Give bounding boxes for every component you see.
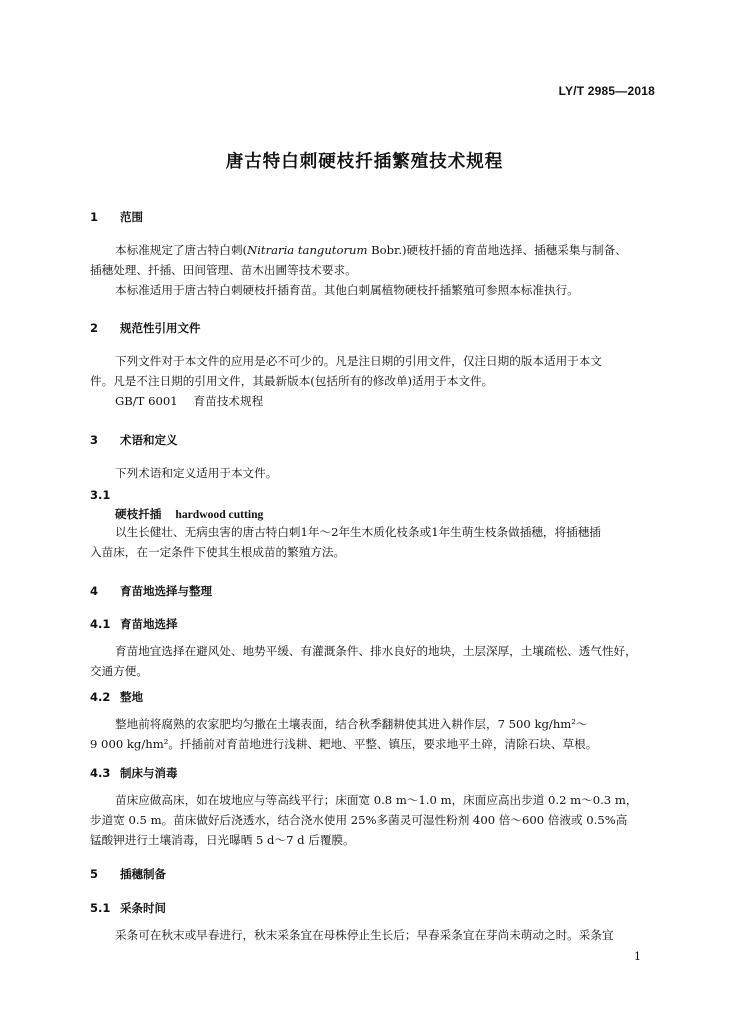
- paragraph-line: 育苗地宜选择在避风处、地势平缓、有灌溉条件、排水良好的地块，土层深厚，土壤疏松、透气性好，: [115, 644, 637, 658]
- paragraph-line: 整地前将腐熟的农家肥均匀撒在土壤表面，结合秋季翻耕使其进入耕作层，7 500 kg/hm²～: [115, 717, 588, 731]
- subsection-4-3-heading: [90, 765, 178, 781]
- section-title: 规范性引用文件: [120, 321, 201, 335]
- section-4-heading: [90, 583, 212, 599]
- normative-reference: [90, 391, 656, 411]
- subsection-title: 制床与消毒: [120, 766, 178, 780]
- paragraph-line: 入苗床，在一定条件下使其生根成苗的繁殖方法。: [90, 545, 346, 559]
- subsection-title: 采条时间: [120, 901, 166, 915]
- subsection-5-1-heading: [90, 900, 166, 916]
- section-number: 4: [90, 584, 99, 598]
- paragraph-line: [90, 240, 656, 260]
- section-3-body: [90, 463, 656, 483]
- subsection-title: 育苗地选择: [120, 617, 178, 631]
- paragraph-line: 9 000 kg/hm²。扦插前对育苗地进行浅耕、耙地、平整、镇压，要求地平土碎，清除石块、草根。: [90, 737, 598, 751]
- subsection-4-3-body: [90, 790, 656, 850]
- subsection-title: 整地: [120, 690, 143, 704]
- paragraph-line: 本标准适用于唐古特白刺硬枝扦插育苗。其他白刺属植物硬枝扦插繁殖可参照本标准执行。: [115, 283, 579, 297]
- document-title: 唐古特白刺硬枝扦插繁殖技术规程: [225, 152, 504, 172]
- latin-name: Nitraria tangutorum: [247, 243, 368, 257]
- subsection-number: 4.3: [90, 766, 111, 780]
- subsection-4-1-body: [90, 641, 656, 681]
- subsection-5-1-body: [90, 925, 656, 945]
- section-number: 3: [90, 433, 99, 447]
- reference-code: GB/T 6001: [115, 394, 178, 408]
- text-run: Bobr.)硬枝扦插的育苗地选择、插穗采集与制备、: [367, 243, 627, 257]
- paragraph-line: 锰酸钾进行土壤消毒，日光曝晒 5 d～7 d 后覆膜。: [90, 833, 355, 847]
- paragraph-line: 步道宽 0.5 m。苗床做好后浇透水，结合浇水使用 25%多菌灵可湿性粉剂 400 倍～600 倍液或 0.5%高: [90, 813, 628, 827]
- paragraph-line: 下列文件对于本文件的应用是必不可少的。凡是注日期的引用文件，仅注日期的版本适用于本文: [115, 354, 602, 368]
- subsection-number: 4.1: [90, 617, 111, 631]
- paragraph-line: 下列术语和定义适用于本文件。: [115, 466, 278, 480]
- term-definition: [90, 522, 656, 562]
- section-title: 范围: [120, 210, 143, 224]
- section-number: 5: [90, 867, 99, 881]
- section-3-heading: [90, 432, 178, 448]
- subsection-number: 4.2: [90, 690, 111, 704]
- subsection-3-1-number: 3.1: [90, 488, 111, 502]
- page-number: 1: [634, 950, 641, 963]
- section-title: 育苗地选择与整理: [120, 584, 212, 598]
- subsection-4-2-heading: [90, 689, 143, 705]
- subsection-4-2-body: [90, 714, 656, 754]
- section-number: 2: [90, 321, 99, 335]
- section-title: 术语和定义: [120, 433, 178, 447]
- paragraph-line: 采条可在秋末或早春进行，秋末采条宜在母株停止生长后；早春采条宜在芽尚未萌动之时。采条宜: [115, 928, 614, 942]
- subsection-number: 5.1: [90, 901, 111, 915]
- section-2-heading: [90, 320, 201, 336]
- term-entry: [115, 506, 263, 522]
- section-number: 1: [90, 210, 99, 224]
- text-run: 本标准规定了唐古特白刺(: [115, 243, 248, 257]
- section-2-body: [90, 351, 656, 411]
- term-chinese: 硬枝扦插: [115, 507, 162, 521]
- section-5-heading: [90, 866, 166, 882]
- paragraph-line: 苗床应做高床，如在坡地应与等高线平行；床面宽 0.8 m～1.0 m，床面应高出步道 0.2 m～0.3 m，: [115, 793, 638, 807]
- standard-number: LY/T 2985—2018: [558, 84, 655, 98]
- paragraph-line: 插穗处理、扦插、田间管理、苗木出圃等技术要求。: [90, 263, 357, 277]
- term-english: hardwood cutting: [175, 508, 264, 521]
- section-title: 插穗制备: [120, 867, 166, 881]
- paragraph-line: 交通方便。: [90, 664, 148, 678]
- subsection-4-1-heading: [90, 616, 178, 632]
- section-1-body: [90, 240, 656, 300]
- reference-title: 育苗技术规程: [193, 394, 264, 408]
- paragraph-line: 件。凡是不注日期的引用文件，其最新版本(包括所有的修改单)适用于本文件。: [90, 374, 494, 388]
- paragraph-line: 以生长健壮、无病虫害的唐古特白刺1年～2年生木质化枝条或1年生萌生枝条做插穗，将插穗插: [115, 525, 601, 539]
- section-1-heading: [90, 209, 143, 225]
